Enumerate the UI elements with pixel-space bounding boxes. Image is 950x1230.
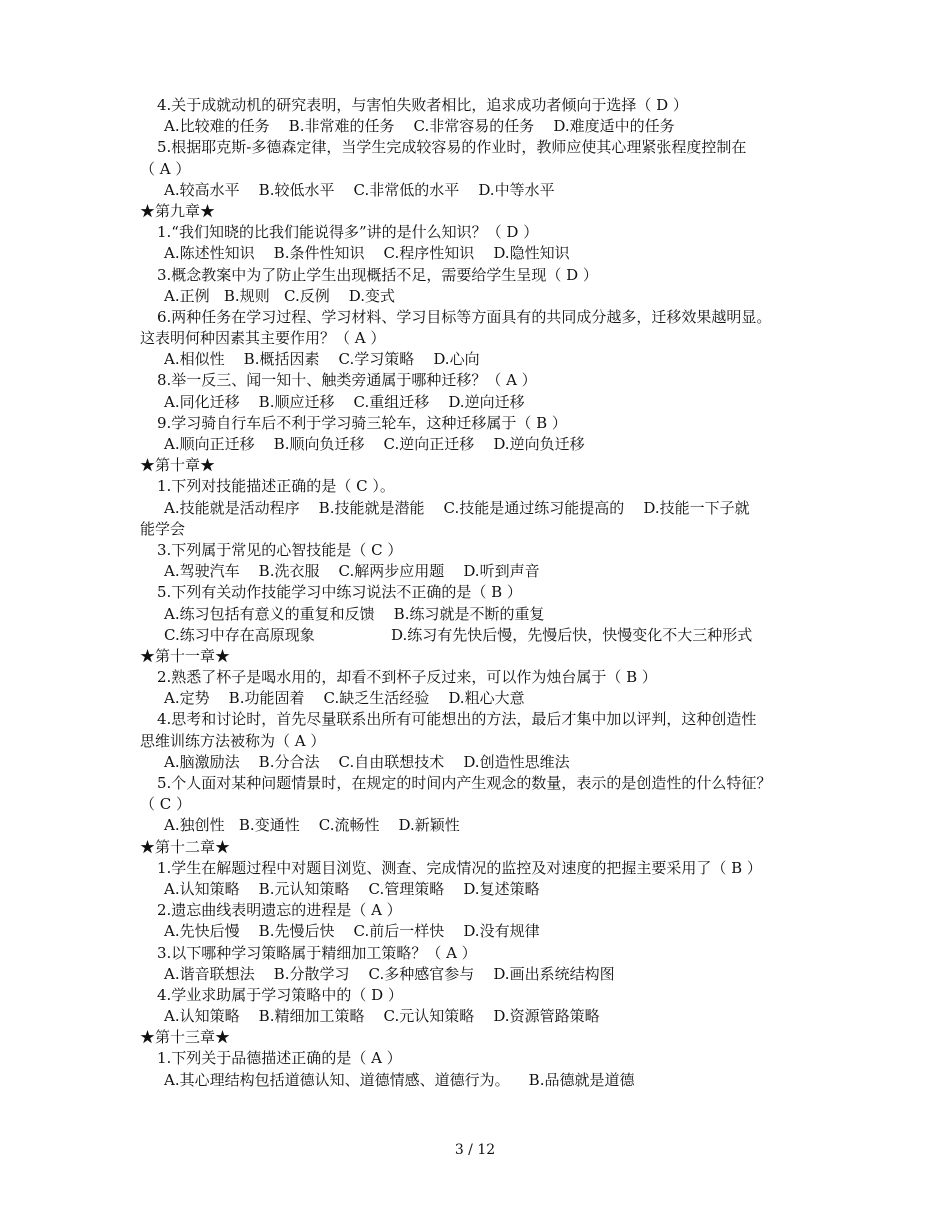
question-text-continued: （ C ）	[140, 795, 192, 814]
question-text-continued: 思维训练方法被称为（ A ）	[140, 731, 326, 750]
question-text: 3.概念教案中为了防止学生出现概括不足，需要给学生呈现（ D ）	[157, 265, 598, 284]
question-text-continued: 这表明何种因素其主要作用？（ A ）	[140, 329, 386, 348]
question-text: 5.下列有关动作技能学习中练习说法不正确的是（ B ）	[157, 583, 522, 602]
answer-options: A.定势 B.功能固着 C.缺乏生活经验 D.粗心大意	[164, 689, 525, 708]
question-text: 3.以下哪种学习策略属于精细加工策略？（ A ）	[157, 943, 477, 962]
question-text: 5.个人面对某种问题情景时，在规定的时间内产生观念的数量，表示的是创造性的什么特征？	[157, 774, 772, 792]
answer-options: A.脑激励法 B.分合法 C.自由联想技术 D.创造性思维法	[164, 752, 570, 771]
answer-options: A.相似性 B.概括因素 C.学习策略 D.心向	[164, 350, 480, 369]
answer-options: A.谐音联想法 B.分散学习 C.多种感官参与 D.画出系统结构图	[164, 964, 615, 983]
document-body	[140, 95, 830, 1091]
answer-options: A.较高水平 B.较低水平 C.非常低的水平 D.中等水平	[164, 180, 555, 199]
answer-options: A.练习包括有意义的重复和反馈 B.练习就是不断的重复	[164, 604, 545, 623]
question-text: 6.两种任务在学习过程、学习材料、学习目标等方面具有的共同成分越多，迁移效果越明显。	[157, 307, 772, 326]
chapter-heading: ★第十三章★	[140, 1028, 231, 1047]
question-text: 1.下列对技能描述正确的是（ C ）。	[157, 477, 395, 496]
question-text: 2.遗忘曲线表明遗忘的进程是（ A ）	[157, 901, 402, 920]
chapter-heading: ★第十一章★	[140, 646, 231, 665]
answer-options: A.独创性 B.变通性 C.流畅性 D.新颖性	[164, 816, 460, 835]
answer-options: A.其心理结构包括道德认知、道德情感、道德行为。 B.品德就是道德	[164, 1070, 635, 1089]
answer-options: A.正例 B.规则 C.反例 D.变式	[164, 286, 396, 305]
question-text-continued: 能学会	[140, 519, 186, 538]
question-text-continued: （ A ）	[140, 159, 191, 178]
question-text: 4.思考和讨论时，首先尽量联系出所有可能想出的方法，最后才集中加以评判，这种创造性	[157, 710, 757, 729]
question-text: 3.下列属于常见的心智技能是（ C ）	[157, 540, 403, 559]
chapter-heading: ★第十二章★	[140, 837, 231, 856]
question-text: 1.学生在解题过程中对题目浏览、测查、完成情况的监控及对速度的把握主要采用了（ B ）	[157, 858, 762, 877]
question-text: 4.关于成就动机的研究表明，与害怕失败者相比，追求成功者倾向于选择（ D ）	[157, 96, 688, 114]
question-text: 2.熟悉了杯子是喝水用的，却看不到杯子反过来，可以作为烛台属于（ B ）	[157, 668, 657, 687]
answer-options: C.练习中存在高原现象 D.练习有先快后慢，先慢后快，快慢变化不大三种形式	[164, 625, 753, 644]
question-text: 8.举一反三、闻一知十、触类旁通属于哪种迁移？（ A ）	[157, 371, 537, 390]
answer-options: A.陈述性知识 B.条件性知识 C.程序性知识 D.隐性知识	[164, 244, 570, 263]
answer-options: A.认知策略 B.元认知策略 C.管理策略 D.复述策略	[164, 879, 540, 898]
answer-options: A.技能就是活动程序 B.技能就是潜能 C.技能是通过练习能提高的 D.技能一下子就	[164, 498, 750, 517]
answer-options: A.认知策略 B.精细加工策略 C.元认知策略 D.资源管路策略	[164, 1007, 600, 1026]
answer-options: A.顺向正迁移 B.顺向负迁移 C.逆向正迁移 D.逆向负迁移	[164, 435, 585, 453]
answer-options: A.驾驶汽车 B.洗衣服 C.解两步应用题 D.听到声音	[164, 562, 540, 581]
answer-options: A.先快后慢 B.先慢后快 C.前后一样快 D.没有规律	[164, 922, 540, 941]
answer-options: A.同化迁移 B.顺应迁移 C.重组迁移 D.逆向迁移	[164, 392, 525, 411]
answer-options: A.比较难的任务 B.非常难的任务 C.非常容易的任务 D.难度适中的任务	[164, 117, 675, 136]
question-text: 9.学习骑自行车后不利于学习骑三轮车，这种迁移属于（ B ）	[157, 413, 567, 432]
chapter-heading: ★第九章★	[140, 201, 216, 220]
question-text: 1.下列关于品德描述正确的是（ A ）	[157, 1049, 402, 1068]
question-text: 4.学业求助属于学习策略中的（ D ）	[157, 985, 403, 1004]
question-text: 5.根据耶克斯-多德森定律，当学生完成较容易的作业时，教师应使其心理紧张程度控制在	[157, 138, 747, 157]
question-text: 1.“我们知晓的比我们能说得多”讲的是什么知识？（ D ）	[157, 223, 539, 242]
page-number: 3 / 12	[454, 1142, 496, 1158]
chapter-heading: ★第十章★	[140, 456, 216, 475]
